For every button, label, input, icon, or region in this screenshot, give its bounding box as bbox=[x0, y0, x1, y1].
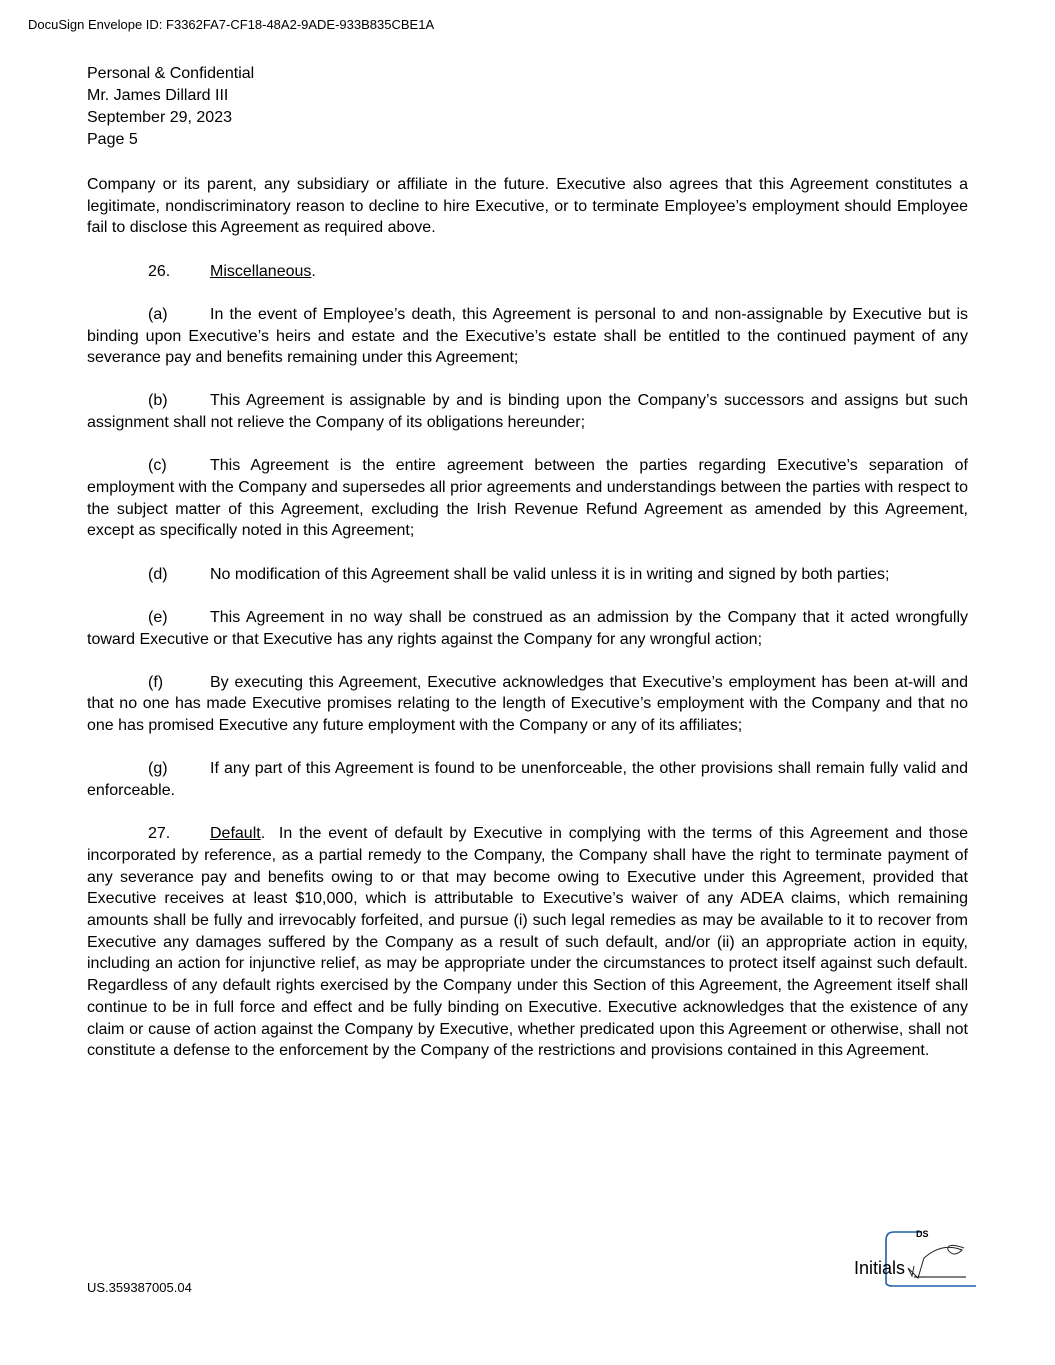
initials-signature bbox=[908, 1245, 964, 1278]
clause-e bbox=[87, 607, 968, 650]
clause-text: This Agreement is assignable by and is binding upon the Company’s successors and assigns but such assignment shall not relieve the Company of its obligations hereunder; bbox=[87, 392, 968, 432]
header-date: September 29, 2023 bbox=[87, 109, 232, 126]
section-27: 27. Default. In the event of default by Executive in complying with the terms of this Agreement and those incorporated by reference, as a partial remedy to the Company, the Company shall have the right to terminate payment of any severance pay and benefits owing to or that may become owing to Executive under this Agreement, provided that Executive receives at least $10,000, which is attributable to Executive’s waiver of any ADEA claims, which remaining amounts shall be fully and irrevocably forfeited, and pursue (i) such legal remedies as may be available to it to recover from Executive any damages suffered by the Company as a result of such default, and/or (ii) an appropriate action in equity, including an action for injunctive relief, as may be appropriate under the circumstances to protect itself against such default. Regardless of any default rights exercised by the Company under this Section of this Agreement, the Agreement itself shall continue to be in full force and effect and be fully binding on Executive. Executive acknowledges that the existence of any claim or cause of action against the Company by Executive, whether predicated upon this Agreement or otherwise, shall not constitute a defense to the enforcement by the Company of the restrictions and provisions contained in this Agreement. bbox=[87, 825, 969, 1060]
initials-field[interactable] bbox=[852, 1228, 978, 1290]
section-title: Miscellaneous bbox=[210, 262, 312, 280]
clause-label: (g) bbox=[148, 760, 168, 778]
clause-f bbox=[87, 672, 968, 737]
ds-tag: DS bbox=[916, 1229, 929, 1239]
section-title: Default bbox=[210, 825, 261, 843]
intro-paragraph: Company or its parent, any subsidiary or affiliate in the future. Executive also agrees that this Agreement constitutes a legitimate, nondiscriminatory reason to decline to hire Executive, or to terminate Employee’s employment should Employee fail to disclose this Agreement as required above. bbox=[87, 176, 968, 237]
agreement-body bbox=[87, 174, 968, 1084]
section-text: In the event of default by Executive in complying with the terms of this Agreement and those incorporated by reference, as a partial remedy to the Company, the Company shall have the right to terminate payment of any severance pay and benefits owing to or that may become owing to Executive under this Agreement, provided that Executive receives at least $10,000, which is attributable to Executive’s waiver of any ADEA claims, which remaining amounts shall be fully and irrevocably forfeited, and pursue (i) such legal remedies as may be available to it to recover from Executive any damages suffered by the Company as a result of such default, and/or (ii) an appropriate action in equity, including an action for injunctive relief, as may be appropriate under the circumstances to protect itself against such default. Regardless of any default rights exercised by the Company under this Section of this Agreement, the Agreement itself shall continue to be in full force and effect and be fully binding on Executive. Executive acknowledges that the existence of any claim or cause of action against the Company by Executive, whether predicated upon this Agreement or otherwise, shall not constitute a defense to the enforcement by the Company of the restrictions and provisions contained in this Agreement. bbox=[87, 825, 969, 1060]
clause-g bbox=[87, 758, 968, 801]
header-confidential: Personal & Confidential bbox=[87, 65, 255, 82]
clause-text: This Agreement in no way shall be construed as an admission by the Company that it acted wrongfully toward Executive or that Executive has any rights against the Company for any wrongful action; bbox=[87, 608, 968, 648]
clause-text: This Agreement is the entire agreement between the parties regarding Executive’s separation of employment with the Company and supersedes all prior agreements and understandings between the parties with respect to the subject matter of this Agreement, excluding the Irish Revenue Refund Agreement as amended by this Agreement, except as specifically noted in this Agreement; bbox=[87, 457, 968, 540]
clause-label: (e) bbox=[148, 608, 168, 626]
section-26-heading: 26. Miscellaneous. bbox=[87, 261, 968, 283]
document-id: US.359387005.04 bbox=[87, 1280, 192, 1295]
initials-label: Initials bbox=[854, 1258, 906, 1278]
clause-text: No modification of this Agreement shall be valid unless it is in writing and signed by both parties; bbox=[210, 565, 890, 583]
clause-a bbox=[87, 304, 968, 369]
clause-text: If any part of this Agreement is found to be unenforceable, the other provisions shall remain fully valid and enforceable. bbox=[87, 760, 968, 800]
section-number: 26. bbox=[148, 262, 171, 280]
clause-text: In the event of Employee’s death, this Agreement is personal to and non-assignable by Executive but is binding upon Executive’s heirs and estate and the Executive’s estate shall be entitled to the continued payment of any severance pay and benefits remaining under this Agreement; bbox=[87, 305, 968, 367]
clause-d bbox=[87, 564, 968, 586]
letter-header bbox=[87, 63, 254, 151]
section-number: 27. bbox=[148, 825, 171, 843]
clause-b bbox=[87, 390, 968, 433]
clause-label: (b) bbox=[148, 392, 168, 410]
clause-c bbox=[87, 455, 968, 542]
header-recipient: Mr. James Dillard III bbox=[87, 87, 229, 104]
header-page-number: Page 5 bbox=[87, 131, 138, 148]
clause-label: (f) bbox=[148, 673, 164, 691]
clause-text: By executing this Agreement, Executive acknowledges that Executive’s employment has been at-will and that no one has made Executive promises relating to the length of Executive’s employment with the Company and that no one has promised Executive any future employment with the Company or any of its affiliates; bbox=[87, 673, 968, 735]
clause-label: (a) bbox=[148, 305, 168, 323]
clause-label: (d) bbox=[148, 565, 168, 583]
clause-label: (c) bbox=[148, 457, 167, 475]
envelope-id: DocuSign Envelope ID: F3362FA7-CF18-48A2-9ADE-933B835CBE1A bbox=[28, 17, 435, 32]
